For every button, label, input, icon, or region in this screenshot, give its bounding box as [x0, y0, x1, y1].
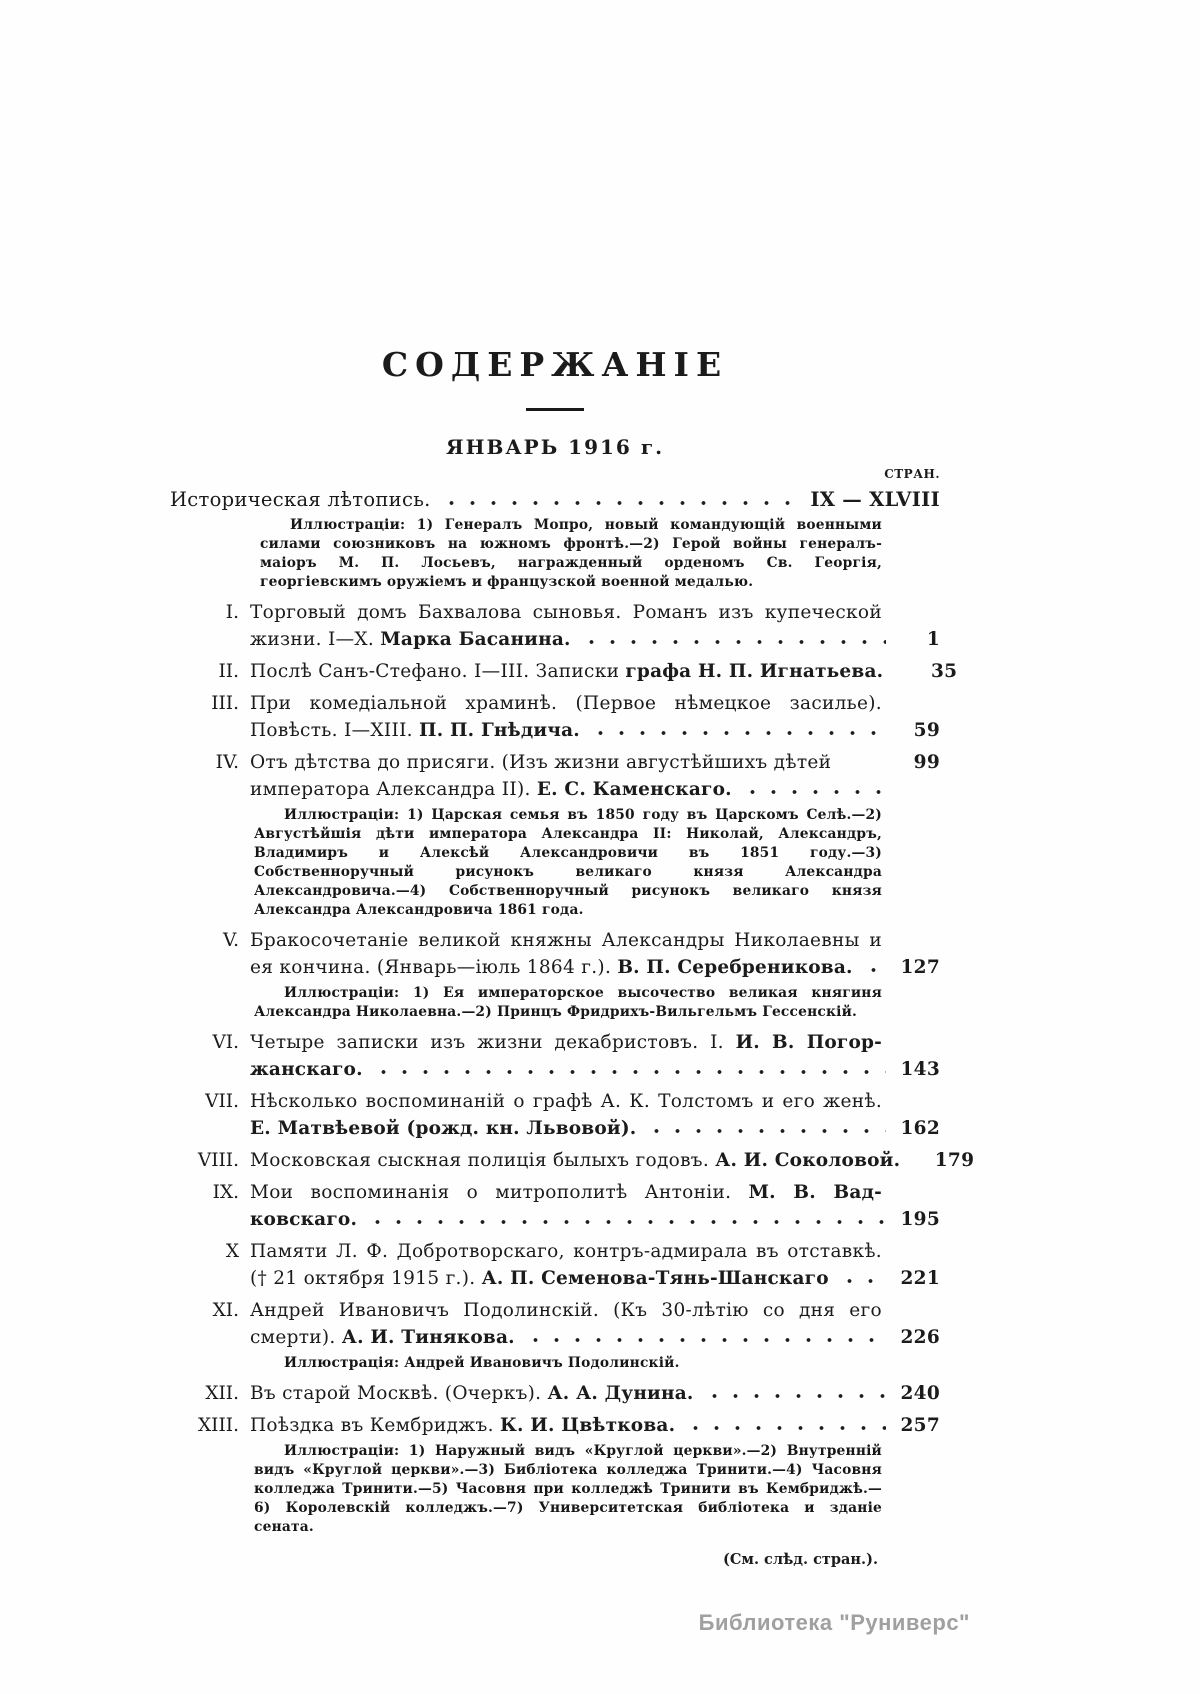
dot-leader: [590, 730, 886, 736]
entry-line: [250, 954, 940, 981]
entry-line: [250, 690, 940, 717]
entry-body: [250, 1029, 940, 1083]
entry-number: IV.: [215, 752, 239, 773]
entry-line: [250, 749, 940, 776]
author-name: К. И. Цвѣткова.: [499, 1415, 676, 1436]
entry-number: VII.: [205, 1091, 239, 1112]
author-name: А. И. Тинякова.: [341, 1327, 515, 1348]
toc-entry: [170, 927, 940, 1024]
entry-line: [250, 1238, 940, 1265]
author-name: Е. С. Каменскаго.: [536, 779, 732, 800]
entry-text: Мои воспоминанія о митрополитѣ Антоніи.: [250, 1182, 749, 1203]
entry-number: XIII.: [198, 1415, 239, 1436]
entry-body: [250, 658, 958, 685]
entry-body: [250, 749, 940, 922]
dot-leader: [581, 639, 886, 645]
page-title: СОДЕРЖАНІЕ: [381, 345, 729, 384]
toc-entry: [170, 1412, 940, 1539]
dot-leader: [742, 789, 886, 795]
entry-body: [250, 1238, 940, 1292]
author-name: П. П. Гнѣдича.: [419, 720, 580, 741]
entry-page: IX — XLVIII: [810, 488, 940, 511]
entry-page: 226: [900, 1327, 940, 1348]
author-name: В. П. Серебреникова.: [617, 957, 853, 978]
entry-line: [250, 599, 940, 626]
entry-line: [250, 1265, 940, 1292]
author-name: жанскаго.: [250, 1059, 363, 1080]
toc-entry: [170, 690, 940, 744]
entry-line: [250, 1115, 940, 1142]
entry-line: [250, 1206, 940, 1233]
toc-entry: [170, 1380, 940, 1407]
entry-text: жизни. I—X.: [250, 629, 381, 650]
entry-line: [250, 1029, 940, 1056]
dot-leader: [685, 1425, 886, 1431]
entry-number: V.: [222, 930, 239, 951]
author-name: ковскаго.: [250, 1209, 358, 1230]
entry-text: Памяти Л. Ф. Добротворскаго, контръ-адмирала въ отставкѣ.: [250, 1241, 882, 1262]
entry-body: [250, 1088, 940, 1142]
dot-leader: [373, 1069, 886, 1075]
entry-number: I.: [225, 602, 239, 623]
entry-text: Историческая лѣтопись.: [170, 488, 431, 511]
entry-number: VIII.: [197, 1150, 239, 1171]
illustration-note: Иллюстрація: Андрей Ивановичъ Подолинскій.: [284, 1355, 680, 1371]
toc-entry: [170, 749, 940, 922]
entry-page: 143: [900, 1059, 940, 1080]
author-name: Е. Матвѣевой (рожд. кн. Львовой).: [250, 1118, 637, 1139]
entry-page: 59: [913, 720, 940, 741]
entry-text: Въ старой Москвѣ. (Очеркъ).: [250, 1383, 548, 1404]
dot-leader: [704, 1393, 886, 1399]
contents-block: [170, 345, 975, 1568]
entry-line: [250, 1147, 975, 1174]
entry-body: [250, 927, 940, 1024]
footer-note: (См. слѣд. стран.).: [722, 1551, 878, 1568]
illustration-note: Иллюстраціи: 1) Наружный видъ «Круглой церкви».—2) Внутренній видъ «Круглой церкви».—3) Библіотека колледжа Тринити.—4) Часовня колледжа Тринити.—5) Часовня при колледжѣ Тринити въ Кембриджѣ.—6) Королевскій колледжъ.—7) Университетская библіотека и зданіе сената.: [254, 1443, 882, 1535]
dot-leader: [525, 1337, 886, 1343]
entry-line: [250, 1380, 940, 1407]
author-name: И. В. Погор-: [735, 1032, 882, 1053]
entry-line: [250, 1179, 940, 1206]
entry-text: Четыре записки изъ жизни декабристовъ. I.: [250, 1032, 736, 1053]
entry-body: [250, 1179, 940, 1233]
author-name: А. П. Семенова-Тянь-Шанскаго: [481, 1268, 829, 1289]
entry-text: Поѣздка въ Кембриджъ.: [250, 1415, 500, 1436]
page-column-header: СТРАН.: [884, 467, 940, 481]
entry-body: [250, 1412, 940, 1539]
entry-body: [170, 486, 940, 594]
entry-body: [250, 1147, 975, 1174]
entry-line: [250, 658, 958, 685]
dot-leader: [646, 1128, 886, 1134]
entry-text: Нѣсколько воспоминаній о графѣ А. К. Толстомъ и его женѣ.: [250, 1091, 882, 1112]
author-name: Марка Басанина.: [380, 629, 571, 650]
entry-text: Московская сыскная полиція былыхъ годовъ.: [250, 1150, 716, 1171]
entry-page: 1: [926, 629, 940, 650]
entry-body: [250, 1297, 940, 1375]
toc-entry: [170, 1238, 940, 1292]
toc-entry: [170, 599, 940, 653]
illustration-note: Иллюстраціи: 1) Генералъ Мопро, новый командующій военными силами союзниковъ на южномъ фронтѣ.—2) Герой войны генералъ-маіоръ М. П. Лосьевъ, награжденный орденомъ Св. Георгія, георгіевскимъ оружіемъ и французской военной медалью.: [260, 517, 882, 590]
entry-line: [250, 1088, 940, 1115]
toc-entry: [170, 1088, 940, 1142]
author-name: графа Н. П. Игнатьева.: [625, 661, 884, 682]
entry-page: 257: [900, 1415, 940, 1436]
illustration-note: Иллюстраціи: 1) Ея императорское высочество великая княгиня Александра Николаевна.—2) Принцъ Фридрихъ-Вильгельмъ Гессенскій.: [254, 985, 882, 1020]
entry-line: [250, 1412, 940, 1439]
author-name: А. И. Соколовой.: [715, 1150, 901, 1171]
entry-line: [250, 1297, 940, 1324]
author-name: М. В. Вад-: [748, 1182, 882, 1203]
entry-body: [250, 690, 940, 744]
illustration-note: Иллюстраціи: 1) Царская семья въ 1850 году въ Царскомъ Селѣ.—2) Августѣйшія дѣти императора Александра II: Николай, Александръ, Владимиръ и Алексѣй Александровичи въ 1851 году.—3) Собственноручный рисунокъ великаго князя Александра Александровича.—4) Собственноручный рисунокъ великаго князя Александра Александровича 1861 года.: [254, 807, 882, 918]
dot-leader: [893, 671, 903, 677]
entry-line: [250, 626, 940, 653]
entry-text: смерти).: [250, 1327, 342, 1348]
entry-page: 127: [900, 957, 940, 978]
entry-line: [170, 486, 940, 513]
entry-text: Повѣсть. I—XIII.: [250, 720, 420, 741]
entry-text: Отъ дѣтства до присяги. (Изъ жизни августѣйшихъ дѣтей: [250, 752, 832, 773]
title-divider: [526, 408, 584, 411]
entry-text: императора Александра II).: [250, 779, 537, 800]
entry-line: [250, 1324, 940, 1351]
entry-text: ея кончина. (Январь—іюль 1864 г.).: [250, 957, 618, 978]
dot-leader: [367, 1219, 886, 1225]
entry-page: 162: [900, 1118, 940, 1139]
author-name: А. А. Дунина.: [547, 1383, 694, 1404]
entry-line: [250, 1056, 940, 1083]
entry-number: IX.: [212, 1182, 239, 1203]
entry-body: [250, 1380, 940, 1407]
library-watermark: Библиотека "Руниверс": [698, 1610, 970, 1635]
entry-page: 35: [930, 661, 958, 682]
entry-page: 99: [913, 752, 940, 773]
entry-page: 240: [900, 1383, 940, 1404]
entry-page: 195: [900, 1209, 940, 1230]
entry-number: X: [225, 1241, 239, 1262]
toc-entry: [170, 486, 940, 594]
toc-entry: [170, 1297, 940, 1375]
entry-body: [250, 599, 940, 653]
entry-line: [250, 927, 940, 954]
entry-number: XI.: [212, 1300, 239, 1321]
entry-number: II.: [218, 661, 239, 682]
toc-entry: [170, 1179, 940, 1233]
entry-page: 179: [934, 1150, 975, 1171]
dot-leader: [910, 1160, 920, 1166]
entry-number: III.: [211, 693, 239, 714]
issue-date: ЯНВАРЬ 1916 г.: [445, 435, 665, 459]
entry-text: При комедіальной храминѣ. (Первое нѣмецкое засилье).: [250, 693, 882, 714]
entry-text: Послѣ Санъ-Стефано. I—III. Записки: [250, 661, 626, 682]
entry-line: [250, 717, 940, 744]
dot-leader: [841, 762, 886, 768]
dot-leader: [863, 967, 886, 973]
entry-line: [250, 776, 940, 803]
entry-text: Торговый домъ Бахвалова сыновья. Романъ изъ купеческой: [250, 602, 882, 623]
entry-text: († 21 октября 1915 г.).: [250, 1268, 482, 1289]
toc-entry: [170, 1147, 975, 1174]
toc-list: [170, 486, 975, 1539]
dot-leader: [839, 1278, 886, 1284]
entry-text: Андрей Ивановичъ Подолинскій. (Къ 30-лѣтію со дня его: [250, 1300, 882, 1321]
entry-page: 221: [900, 1268, 940, 1289]
entry-number: XII.: [205, 1383, 239, 1404]
entry-number: VI.: [212, 1032, 239, 1053]
toc-entry: [170, 658, 958, 685]
toc-entry: [170, 1029, 940, 1083]
dot-leader: [441, 500, 807, 506]
entry-text: Бракосочетаніе великой княжны Александры Николаевны и: [250, 930, 882, 951]
